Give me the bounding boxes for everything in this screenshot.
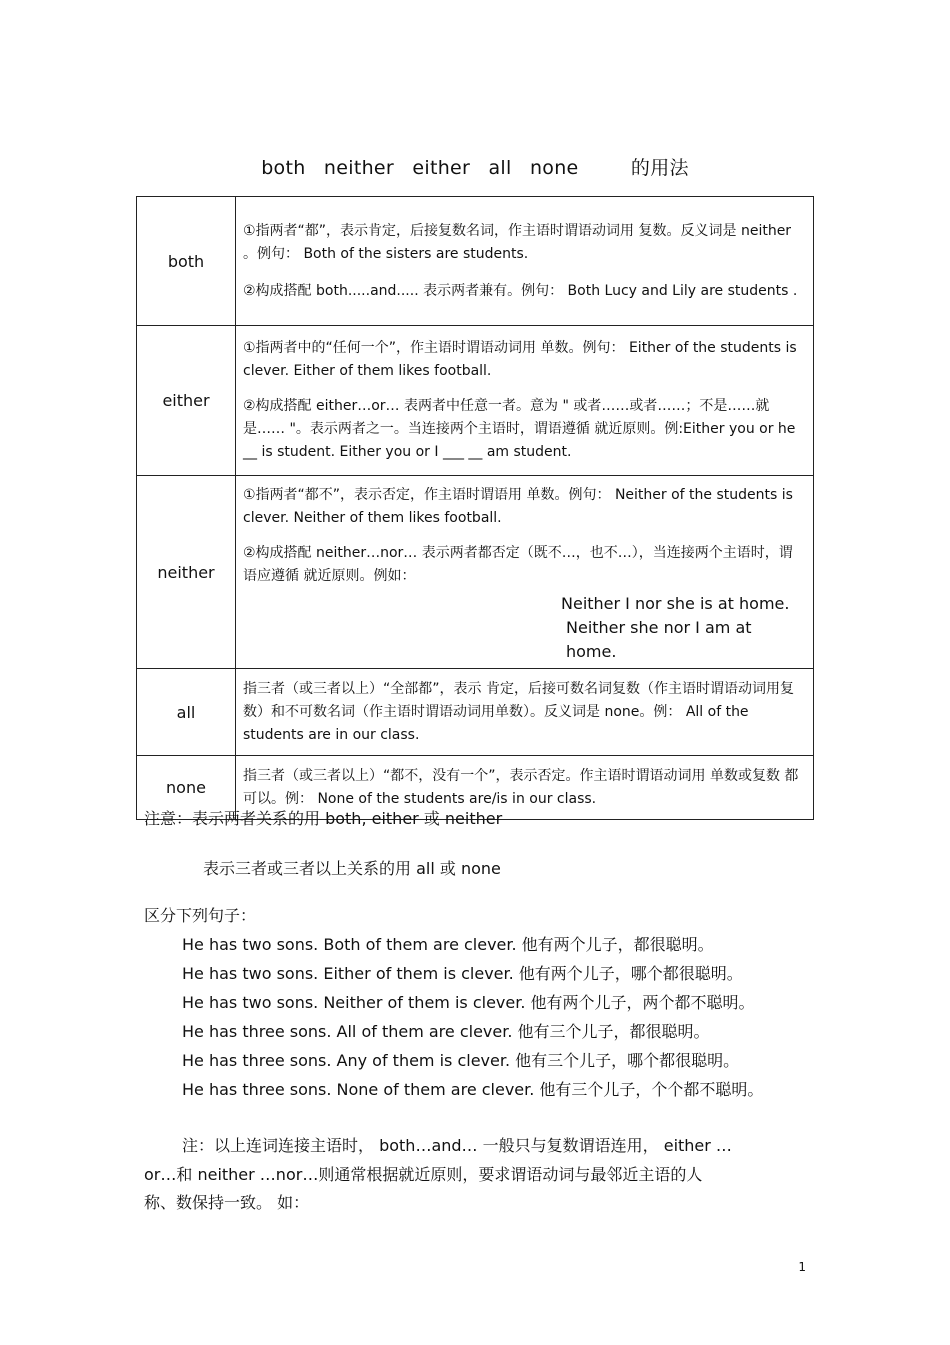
word-cell-either: either bbox=[137, 326, 236, 476]
desc-cell-either bbox=[236, 326, 814, 476]
example-sentence: He has three sons. None of them are clever. 他有三个儿子，个个都不聪明。 bbox=[182, 1080, 764, 1099]
word-cell-none: none bbox=[137, 756, 236, 820]
table-row-both bbox=[137, 197, 814, 326]
table-row-all bbox=[137, 669, 814, 756]
example-sentence: He has two sons. Either of them is clever. 他有两个儿子，哪个都很聪明。 bbox=[182, 964, 743, 983]
table-row-either bbox=[137, 326, 814, 476]
all-usage: 指三者（或三者以上）“全部都”，表示 肯定，后接可数名词复数（作主语时谓语动词用复数）和不可数名词（作主语时谓语动词用单数）。反义词是 none。例： All of the students are in our class. bbox=[243, 680, 794, 743]
either-usage-1: ①指两者中的“任何一个”，作主语时谓语动词用 单数。例句： Either of the students is clever. Either of them likes football. bbox=[243, 340, 797, 379]
title-word-both: both bbox=[261, 157, 306, 179]
final-note-line-3: 称、数保持一致。 如： bbox=[144, 1193, 310, 1212]
neither-usage-2: ②构成搭配 neither…nor… 表示两者都否定（既不…，也不…），当连接两个主语时，谓语应遵循 就近原则。例如： bbox=[243, 545, 793, 584]
distinguish-heading: 区分下列句子： bbox=[144, 906, 257, 925]
example-sentence: He has two sons. Neither of them is clever. 他有两个儿子，两个都不聪明。 bbox=[182, 993, 755, 1012]
example-sentence: He has three sons. All of them are clever. 他有三个儿子，都很聪明。 bbox=[182, 1022, 710, 1041]
final-note-line-2: or…和 neither …nor…则通常根据就近原则，要求谓语动词与最邻近主语的人 bbox=[144, 1165, 703, 1184]
note-two-items: 注意：表示两者关系的用 both, either 或 neither bbox=[144, 809, 503, 828]
table-row-neither bbox=[137, 476, 814, 669]
title-suffix: 的用法 bbox=[630, 157, 689, 179]
none-usage: 指三者（或三者以上）“都不，没有一个”，表示否定。作主语时谓语动词用 单数或复数 都可以。例： None of the students are/is in our class. bbox=[243, 767, 799, 807]
note-three-items: 表示三者或三者以上关系的用 all 或 none bbox=[203, 859, 501, 878]
neither-example-2: Neither she nor I am at home. bbox=[566, 618, 752, 661]
either-usage-2: ②构成搭配 either…or… 表两者中任意一者。意为 " 或者……或者……；不是……就是…… "。表示两者之一。当连接两个主语时，谓语遵循 就近原则。例:Either you or he __ is student. Either you or I ___ __ am student. bbox=[243, 398, 796, 460]
word-cell-all: all bbox=[137, 669, 236, 756]
desc-cell-all bbox=[236, 669, 814, 756]
neither-example-1: Neither I nor she is at home. bbox=[561, 594, 790, 613]
page-number: 1 bbox=[798, 1260, 806, 1274]
title-word-either: either bbox=[412, 157, 471, 179]
page-title bbox=[0, 153, 950, 180]
neither-usage-1: ①指两者“都不”，表示否定，作主语时谓语用 单数。例句： Neither of the students is clever. Neither of them likes football. bbox=[243, 487, 793, 526]
example-sentence: He has three sons. Any of them is clever. 他有三个儿子，哪个都很聪明。 bbox=[182, 1051, 740, 1070]
title-word-all: all bbox=[488, 157, 512, 179]
both-usage-1: ①指两者“都”，表示肯定，后接复数名词，作主语时谓语动词用 复数。反义词是 neither 。例句： Both of the sisters are students. bbox=[243, 222, 792, 262]
example-sentence: He has two sons. Both of them are clever. 他有两个儿子，都很聪明。 bbox=[182, 935, 714, 954]
usage-table bbox=[136, 196, 814, 820]
title-word-none: none bbox=[529, 157, 579, 179]
word-cell-neither: neither bbox=[137, 476, 236, 669]
final-note-line-1: 注：以上连词连接主语时， both…and… 一般只与复数谓语连用， either … bbox=[182, 1136, 732, 1155]
word-cell-both: both bbox=[137, 197, 236, 326]
both-usage-2: ②构成搭配 both.....and..... 表示两者兼有。例句： Both Lucy and Lily are students . bbox=[243, 282, 798, 299]
desc-cell-neither bbox=[236, 476, 814, 669]
desc-cell-both bbox=[236, 197, 814, 326]
title-word-neither: neither bbox=[323, 157, 395, 179]
